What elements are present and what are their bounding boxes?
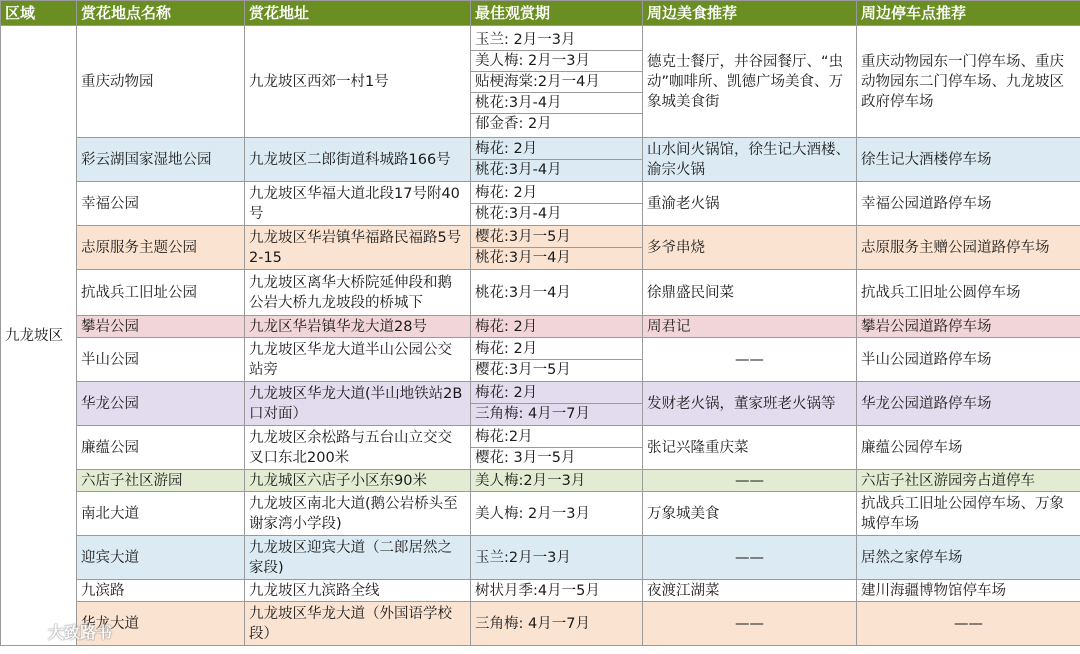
parking-recommendation: 建川海疆博物馆停车场 [857,580,1080,602]
location-name: 半山公园 [77,338,245,382]
period-item: 贴梗海棠:2月一4月 [471,71,642,92]
location-name: 幸福公园 [77,182,245,226]
location-address: 九龙坡区九滨路全线 [245,580,471,602]
period-cell [471,182,643,226]
parking-recommendation: 抗战兵工旧址公园停车场、万象城停车场 [857,492,1080,536]
location-name: 华龙大道 [77,602,245,646]
location-name: 攀岩公园 [77,316,245,338]
location-address: 九龙坡区华龙大道（外国语学校段） [245,602,471,646]
parking-recommendation: 廉蕴公园停车场 [857,426,1080,470]
food-recommendation: —— [643,536,857,580]
food-recommendation: —— [643,470,857,492]
period-cell [471,426,643,470]
parking-recommendation: 重庆动物园东一门停车场、重庆动物园东二门停车场、九龙坡区政府停车场 [857,26,1080,138]
parking-recommendation: 居然之家停车场 [857,536,1080,580]
location-name: 六店子社区游园 [77,470,245,492]
parking-recommendation: 半山公园道路停车场 [857,338,1080,382]
location-name: 华龙公园 [77,382,245,426]
table-row [1,580,1080,602]
watermark [10,620,112,643]
period-cell: 玉兰:2月一3月 [471,536,643,580]
period-item: 梅花:2月 [475,429,533,445]
food-recommendation: 夜渡江湖菜 [643,580,857,602]
period-item: 梅花: 2月 [475,141,538,157]
location-address: 九龙坡区西郊一村1号 [245,26,471,138]
header-name: 赏花地点名称 [77,1,245,26]
parking-recommendation: 攀岩公园道路停车场 [857,316,1080,338]
period-item: 桃花:3月-4月 [471,159,642,180]
period-item: 樱花: 3月一5月 [471,447,642,468]
header-period: 最佳观赏期 [471,1,643,26]
table-row [1,138,1080,182]
location-name: 迎宾大道 [77,536,245,580]
parking-recommendation: 徐生记大酒楼停车场 [857,138,1080,182]
location-name: 彩云湖国家湿地公园 [77,138,245,182]
period-cell: 三角梅: 4月一7月 [471,602,643,646]
table-row [1,492,1080,536]
header-food: 周边美食推荐 [643,1,857,26]
header-row [1,1,1080,26]
period-cell [471,226,643,270]
location-name: 重庆动物园 [77,26,245,138]
location-name: 抗战兵工旧址公园 [77,270,245,316]
food-recommendation: 重渝老火锅 [643,182,857,226]
period-list [471,227,642,268]
food-recommendation: —— [643,338,857,382]
location-name: 志原服务主题公园 [77,226,245,270]
food-recommendation: 德克士餐厅，井谷园餐厅、“虫动”咖啡所、凯德广场美食、万象城美食街 [643,26,857,138]
parking-recommendation: 六店子社区游园旁占道停车 [857,470,1080,492]
period-list [471,339,642,380]
period-item: 梅花: 2月 [475,385,538,401]
parking-recommendation: —— [857,602,1080,646]
parking-recommendation: 抗战兵工旧址公圆停车场 [857,270,1080,316]
location-address: 九龙城区六店子小区东90米 [245,470,471,492]
period-cell: 梅花: 2月 [471,316,643,338]
period-list [471,383,642,424]
period-cell [471,382,643,426]
location-address: 九龙坡区华龙大道(半山地铁站2B口对面） [245,382,471,426]
location-address: 九龙坡区南北大道(鹅公岩桥头至谢家湾小学段) [245,492,471,536]
table-row [1,338,1080,382]
food-recommendation: 山水间火锅馆，徐生记大酒楼、渝宗火锅 [643,138,857,182]
location-address: 九龙区华岩镇华龙大道28号 [245,316,471,338]
food-recommendation: —— [643,602,857,646]
location-address: 九龙坡区华岩镇华福路民福路5号2-15 [245,226,471,270]
period-list [471,30,642,134]
period-item: 樱花:3月一5月 [475,229,571,245]
food-recommendation: 万象城美食 [643,492,857,536]
period-cell [471,26,643,138]
period-item: 桃花:3月-4月 [471,203,642,224]
parking-recommendation: 志原服务主赠公园道路停车场 [857,226,1080,270]
location-name: 南北大道 [77,492,245,536]
parking-recommendation: 华龙公园道路停车场 [857,382,1080,426]
table-row [1,270,1080,316]
food-recommendation: 周君记 [643,316,857,338]
watermark-logo-icon [10,621,44,643]
period-cell: 美人梅: 2月一3月 [471,492,643,536]
food-recommendation: 张记兴隆重庆菜 [643,426,857,470]
location-address: 九龙坡区二郎街道科城路166号 [245,138,471,182]
period-item: 桃花:3月-4月 [471,92,642,113]
header-parking: 周边停车点推荐 [857,1,1080,26]
food-recommendation: 多爷串烧 [643,226,857,270]
table-row [1,470,1080,492]
watermark-text: 大致路书 [48,623,113,642]
period-cell: 美人梅:2月一3月 [471,470,643,492]
location-name: 九滨路 [77,580,245,602]
food-recommendation: 发财老火锅，董家班老火锅等 [643,382,857,426]
period-item: 玉兰: 2月一3月 [475,31,576,48]
period-list [471,139,642,180]
table-row [1,602,1080,646]
table-row [1,226,1080,270]
period-item: 樱花:3月一5月 [471,359,642,380]
location-address: 九龙坡区迎宾大道（二郎居然之家段) [245,536,471,580]
table-row [1,382,1080,426]
period-list [471,183,642,224]
table-row [1,26,1080,138]
period-list [471,427,642,468]
location-address: 九龙坡区离华大桥院延伸段和鹅公岩大桥九龙坡段的桥城下 [245,270,471,316]
period-cell [471,138,643,182]
period-item: 美人梅: 2月一3月 [471,50,642,71]
period-cell: 桃花:3月一4月 [471,270,643,316]
header-address: 赏花地址 [245,1,471,26]
region-cell: 九龙坡区 [1,26,77,646]
table-row [1,426,1080,470]
table-row [1,182,1080,226]
header-region: 区域 [1,1,77,26]
location-address: 九龙坡区余松路与五台山立交交叉口东北200米 [245,426,471,470]
location-address: 九龙坡区华福大道北段17号附40号 [245,182,471,226]
parking-recommendation: 幸福公园道路停车场 [857,182,1080,226]
period-item: 梅花: 2月 [475,185,538,201]
period-item: 三角梅: 4月一7月 [471,403,642,424]
location-name: 廉蕴公园 [77,426,245,470]
period-cell [471,338,643,382]
location-address: 九龙坡区华龙大道半山公园公交站旁 [245,338,471,382]
table-row [1,316,1080,338]
food-recommendation: 徐鼎盛民间菜 [643,270,857,316]
period-item: 梅花: 2月 [475,341,538,357]
table-row [1,536,1080,580]
period-cell: 树状月季:4月一5月 [471,580,643,602]
period-item: 郁金香: 2月 [471,113,642,134]
period-item: 桃花:3月一4月 [471,247,642,268]
